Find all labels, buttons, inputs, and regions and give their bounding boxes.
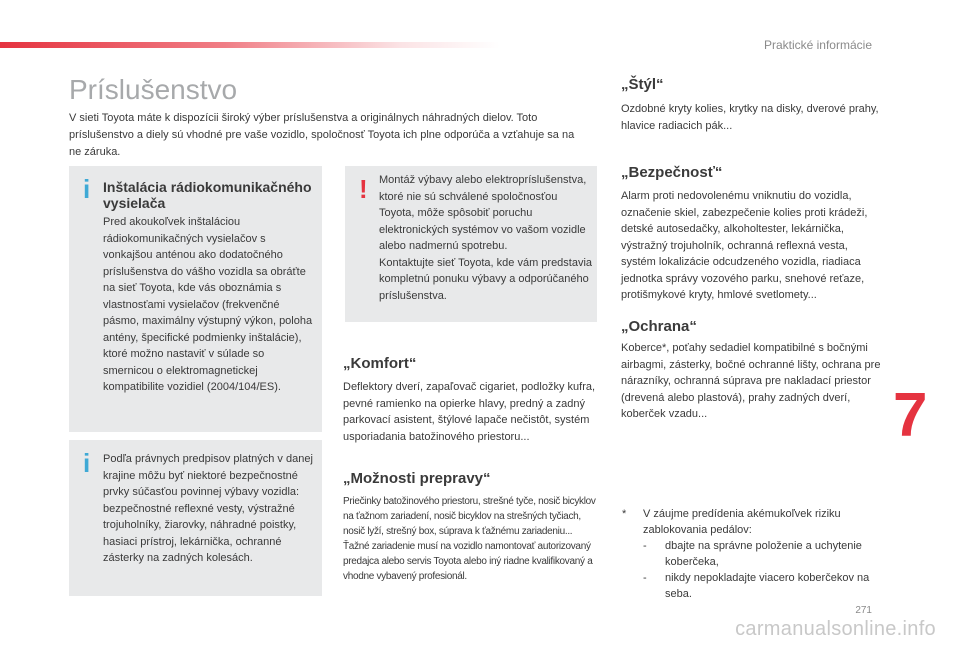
header-accent-bar bbox=[0, 42, 500, 48]
warning-icon: ! bbox=[359, 174, 368, 204]
footnote-list bbox=[643, 538, 882, 602]
warning-box bbox=[345, 166, 597, 322]
info-box-legal-text: Podľa právnych predpisov platných v danej krajine môžu byť niektoré bezpečnostné prvky súčasťou povinnej výbavy vozidla: bezpečnostné reflexné vesty, výstražné trojuholníky, žiarovky, náhradné poistky, hasiaci prístroj, lekárnička, ochranné zásterky na zadných kolesách. bbox=[103, 453, 313, 564]
info-box-radio-text: Pred akoukoľvek inštaláciou rádiokomunikačných vysielačov s vonkajšou anténou ako dodatočného príslušenstva do vášho vozidla sa obráťte na sieť Toyota, kde vás oboznámia s vlastnosťami vysielačov (frekvenčné pásmo, maximálny výstupný výkon, poloha antény, špecifické podmienky inštalácie), ktoré možno nastaviť v súlade so smernicou o elektromagnetickej kompatibilite vozidiel (2004/104/ES). bbox=[103, 216, 313, 393]
list-dash: - bbox=[643, 540, 647, 552]
section-text-moznosti: Priečinky batožinového priestoru, strešné tyče, nosič bicyklov na ťažnom zariadení, nosič bicyklov na strešných tyčiach, nosič lyží, strešný box, súprava k ťažnému zariadeniu... Ťažné zariadenie musí na vozidlo namontovať autorizovaný predajca alebo servis Toyota alebo iný riadne kvalifikovaný a vhodne vybavený profesionál. bbox=[343, 496, 596, 582]
section-title-komfort: „Komfort“ bbox=[343, 355, 417, 372]
info-icon: i bbox=[83, 448, 91, 478]
section-text-komfort: Deflektory dverí, zapaľovač cigariet, podložky kufra, pevné ramienko na opierke hlavy, predný a zadný parkovací asistent, štýlové lapače nečistôt, systém usporiadania batožinového priestoru... bbox=[343, 381, 596, 443]
list-item-text: nikdy nepokladajte viacero koberčekov na seba. bbox=[665, 572, 870, 600]
section-text-styl: Ozdobné kryty kolies, krytky na disky, dverové prahy, hlavice radiacich pák... bbox=[621, 103, 879, 132]
section-title-bezpecnost: „Bezpečnosť“ bbox=[621, 164, 723, 181]
info-box-radio-title: Inštalácia rádiokomunikačného vysielača bbox=[103, 179, 312, 211]
footnote-text: V záujme predídenia akémukoľvek riziku zablokovania pedálov: bbox=[643, 508, 841, 536]
section-text-ochrana: Koberce*, poťahy sedadiel kompatibilné s bočnými airbagmi, zásterky, bočné ochranné lišty, ochrana pre nárazníky, ochranná súprava pre nakladací priestor (drevená alebo plastová), prahy zadných dverí, koberček vzadu... bbox=[621, 342, 881, 420]
page-title: Príslušenstvo bbox=[69, 74, 238, 105]
section-title-moznosti: „Možnosti prepravy“ bbox=[343, 470, 491, 487]
list-dash: - bbox=[643, 572, 647, 584]
intro-paragraph: V sieti Toyota máte k dispozícii široký výber príslušenstva a originálnych náhradných dielov. Toto príslušenstvo a diely sú vhodné pre vaše vozidlo, spoločnosť Toyota ich plne odporúča a vzťahuje sa na ne záruka. bbox=[69, 112, 575, 158]
page-number: 271 bbox=[855, 605, 872, 616]
header-section-title: Praktické informácie bbox=[763, 38, 872, 52]
info-box-legal bbox=[69, 440, 322, 596]
watermark: carmanualsonline.info bbox=[735, 618, 936, 640]
info-icon: i bbox=[83, 174, 91, 204]
list-item bbox=[643, 570, 882, 602]
list-item-text: dbajte na správne položenie a uchytenie koberčeka, bbox=[665, 540, 862, 568]
section-text-bezpecnost: Alarm proti nedovolenému vniknutiu do vozidla, označenie skiel, zabezpečenie kolies proti krádeži, detské autosedačky, alkoholtester, lekárnička, výstražný trojuholník, ochranná reflexná vesta, systém lokalizácie odcudzeného vozidla, riadiaca jednotka správy vozového parku, snehové reťaze, protišmykové kryty, hmlové svetlomety... bbox=[621, 190, 868, 301]
chapter-number: 7 bbox=[893, 381, 928, 450]
warning-box-text: Montáž výbavy alebo elektropríslušenstva, ktoré nie sú schválené spoločnosťou Toyota, môže spôsobiť poruchu elektronických systémov vo vašom vozidle alebo nadmernú spotrebu. Kontaktujte sieť Toyota, kde vám predstavia kompletnú ponuku výbavy a odporúčaného príslušenstva. bbox=[379, 174, 593, 302]
list-item bbox=[643, 538, 882, 570]
section-title-ochrana: „Ochrana“ bbox=[621, 318, 697, 335]
footnote-marker: * bbox=[622, 508, 627, 520]
info-box-radio bbox=[69, 166, 322, 432]
footnote bbox=[622, 506, 882, 602]
section-title-styl: „Štýl“ bbox=[621, 76, 664, 93]
